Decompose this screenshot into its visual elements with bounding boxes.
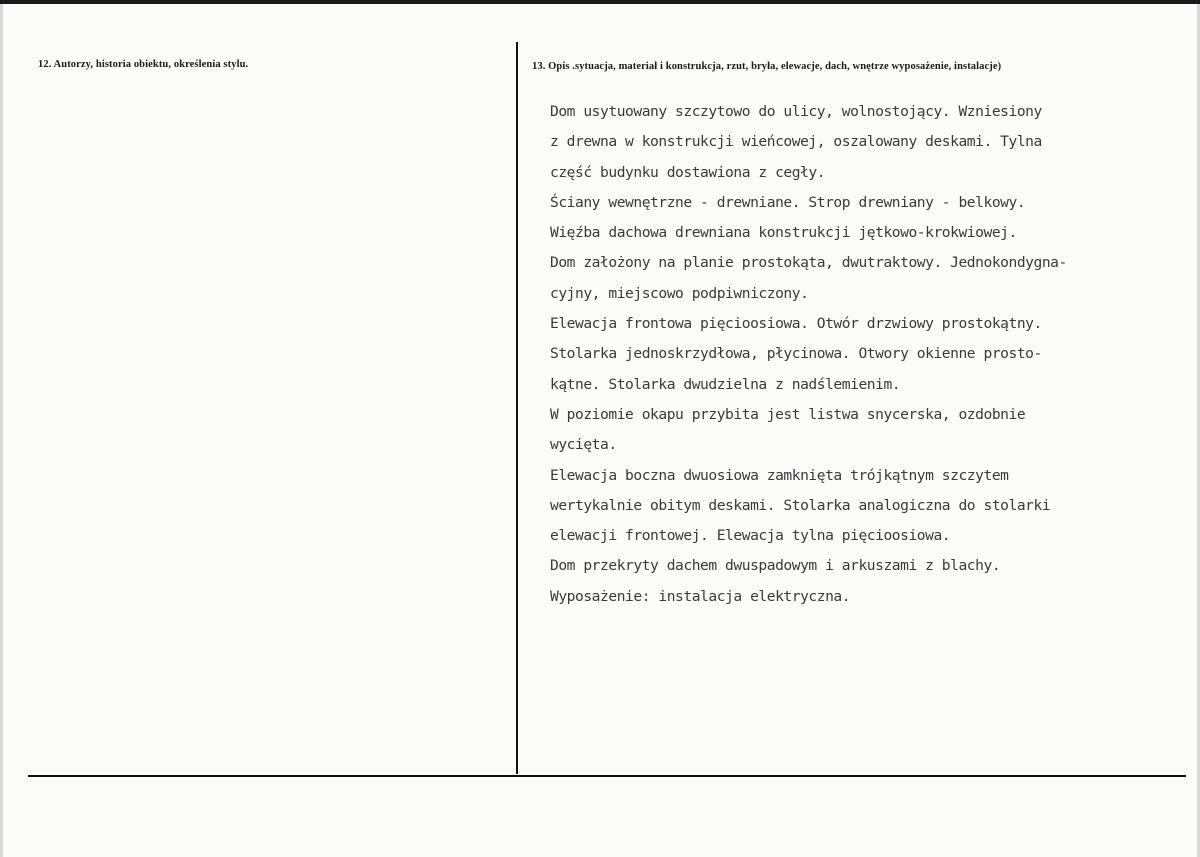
typed-line: Elewacja frontowa pięcioosiowa. Otwór drzwiowy prostokątny. [550,315,1042,333]
typed-line: z drewna w konstrukcji wieńcowej, oszalowany deskami. Tylna [550,133,1042,151]
page-left-edge [0,4,3,857]
typed-line: wertykalnie obitym deskami. Stolarka analogiczna do stolarki [550,496,1051,514]
typed-line: Wyposażenie: instalacja elektryczna. [550,587,851,605]
typed-line: Stolarka jednoskrzydłowa, płycinowa. Otwory okienne prosto- [550,345,1042,363]
typed-line: wycięta. [550,436,617,454]
bottom-rule [28,775,1186,777]
field-13-label: 13. Opis .sytuacja, materiał i konstrukcja, rzut, bryła, elewacje, dach, wnętrze wyposażenie, instalacje) [532,61,1002,72]
typed-line: Dom usytuowany szczytowo do ulicy, wolnostojący. Wzniesiony [550,103,1042,120]
typed-line: kątne. Stolarka dwudzielna z nadślemienim. [550,375,901,393]
field-13-typed-text [550,97,1170,612]
column-divider [516,42,518,774]
typed-line: Dom założony na planie prostokąta, dwutraktowy. Jednokondygna- [550,254,1067,272]
typed-line: część budynku dostawiona z cegły. [550,163,826,181]
typed-line: Więźba dachowa drewniana konstrukcji jętkowo-krokwiowej. [550,224,1017,242]
field-12-label: 12. Autorzy, historia obiektu, określenia stylu. [38,59,249,70]
typed-line: elewacji frontowej. Elewacja tylna pięcioosiowa. [550,527,951,545]
typed-line: cyjny, miejscowo podpiwniczony. [550,284,809,302]
typed-line: Dom przekryty dachem dwuspadowym i arkuszami z blachy. [550,557,1001,575]
typed-line: Elewacja boczna dwuosiowa zamknięta trójkątnym szczytem [550,466,1009,484]
typed-line: W poziomie okapu przybita jest listwa snycerska, ozdobnie [550,405,1026,423]
typed-line: Ściany wewnętrzne - drewniane. Strop drewniany - belkowy. [550,193,1026,211]
